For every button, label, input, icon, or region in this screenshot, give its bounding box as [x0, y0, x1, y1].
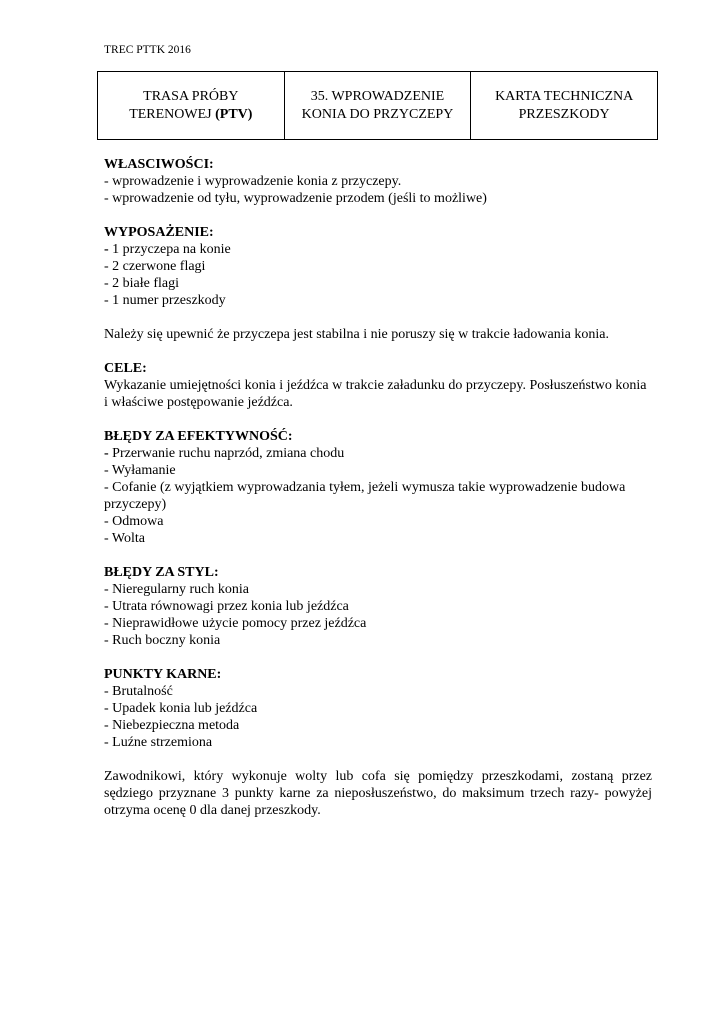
cell-obstacle-line2: KONIA DO PRZYCZEPY	[301, 106, 454, 122]
cell-card-line2: PRZESZKODY	[518, 106, 610, 122]
section-penalty-points	[104, 666, 652, 751]
cell-route	[98, 72, 285, 140]
goals-text: Wykazanie umiejętności konia i jeźdźca w trakcie załadunku do przyczepy. Posłuszeństwo konia i właściwe postępowanie jeźdźca.	[104, 378, 647, 410]
properties-item: - wprowadzenie od tyłu, wyprowadzenie przodem (jeśli to możliwe)	[104, 191, 487, 206]
section-note	[104, 326, 652, 343]
equipment-heading: WYPOSAŻENIE:	[104, 225, 214, 240]
equipment-item-text: 1 przyczepa na konie	[108, 242, 231, 257]
penalty-item: - Brutalność	[104, 684, 173, 699]
style-heading: BŁĘDY ZA STYL:	[104, 565, 219, 580]
cell-card	[471, 72, 658, 140]
effectiveness-item: - Odmowa	[104, 514, 164, 529]
properties-item: - wprowadzenie i wyprowadzenie konia z przyczepy.	[104, 174, 402, 189]
style-item: - Utrata równowagi przez konia lub jeźdźca	[104, 599, 349, 614]
effectiveness-item-text: Przerwanie ruchu naprzód, zmiana chodu	[108, 446, 345, 461]
cell-obstacle	[284, 72, 471, 140]
section-style-faults	[104, 564, 652, 649]
style-item: - Nieprawidłowe użycie pomocy przez jeźdźca	[104, 616, 367, 631]
header-table-row	[98, 72, 658, 140]
effectiveness-heading: BŁĘDY ZA EFEKTYWNOŚĆ:	[104, 429, 293, 444]
cell-route-line2: TERENOWEJ	[129, 106, 216, 122]
equipment-item-dash: -	[104, 242, 109, 257]
equipment-item: - 2 białe flagi	[104, 276, 180, 291]
equipment-item: - 1 numer przeszkody	[104, 293, 226, 308]
closing-paragraph: Zawodnikowi, który wykonuje wolty lub cofa się pomiędzy przeszkodami, zostaną przez sędziego przyznane 3 punkty karne za nieposłuszeństwo, do maksimum trzech razy- powyżej otrzyma ocenę 0 dla danej przeszkody.	[104, 769, 652, 818]
effectiveness-item: - Cofanie (z wyjątkiem wyprowadzania tyłem, jeżeli wymusza takie wyprowadzenie budowa przyczepy)	[104, 480, 626, 512]
section-effectiveness-faults	[104, 428, 652, 547]
section-equipment	[104, 224, 652, 309]
penalty-item: - Niebezpieczna metoda	[104, 718, 240, 733]
goals-heading: CELE:	[104, 361, 147, 376]
effectiveness-item	[104, 445, 652, 462]
effectiveness-item: - Wolta	[104, 531, 145, 546]
penalty-heading: PUNKTY KARNE:	[104, 667, 222, 682]
penalty-item: - Luźne strzemiona	[104, 735, 213, 750]
section-properties	[104, 156, 652, 207]
header-table	[97, 71, 658, 140]
equipment-item	[104, 241, 652, 258]
page-header: TREC PTTK 2016	[104, 44, 191, 56]
cell-obstacle-line1: 35. WPROWADZENIE	[310, 88, 445, 104]
cell-card-line1: KARTA TECHNICZNA	[495, 88, 634, 104]
section-goals	[104, 360, 652, 411]
effectiveness-item: - Wyłamanie	[104, 463, 176, 478]
style-item: - Ruch boczny konia	[104, 633, 221, 648]
equipment-item: - 2 czerwone flagi	[104, 259, 206, 274]
effectiveness-item-dash: -	[104, 446, 109, 461]
stability-note: Należy się upewnić że przyczepa jest stabilna i nie poruszy się w trakcie ładowania konia.	[104, 327, 609, 342]
cell-route-code: (PTV)	[215, 106, 253, 122]
section-closing	[104, 768, 652, 819]
properties-heading: WŁASCIWOŚCI:	[104, 157, 214, 172]
style-item: - Nieregularny ruch konia	[104, 582, 249, 597]
penalty-item: - Upadek konia lub jeźdźca	[104, 701, 258, 716]
document-body	[104, 156, 652, 836]
cell-route-line1: TRASA PRÓBY	[143, 88, 239, 104]
